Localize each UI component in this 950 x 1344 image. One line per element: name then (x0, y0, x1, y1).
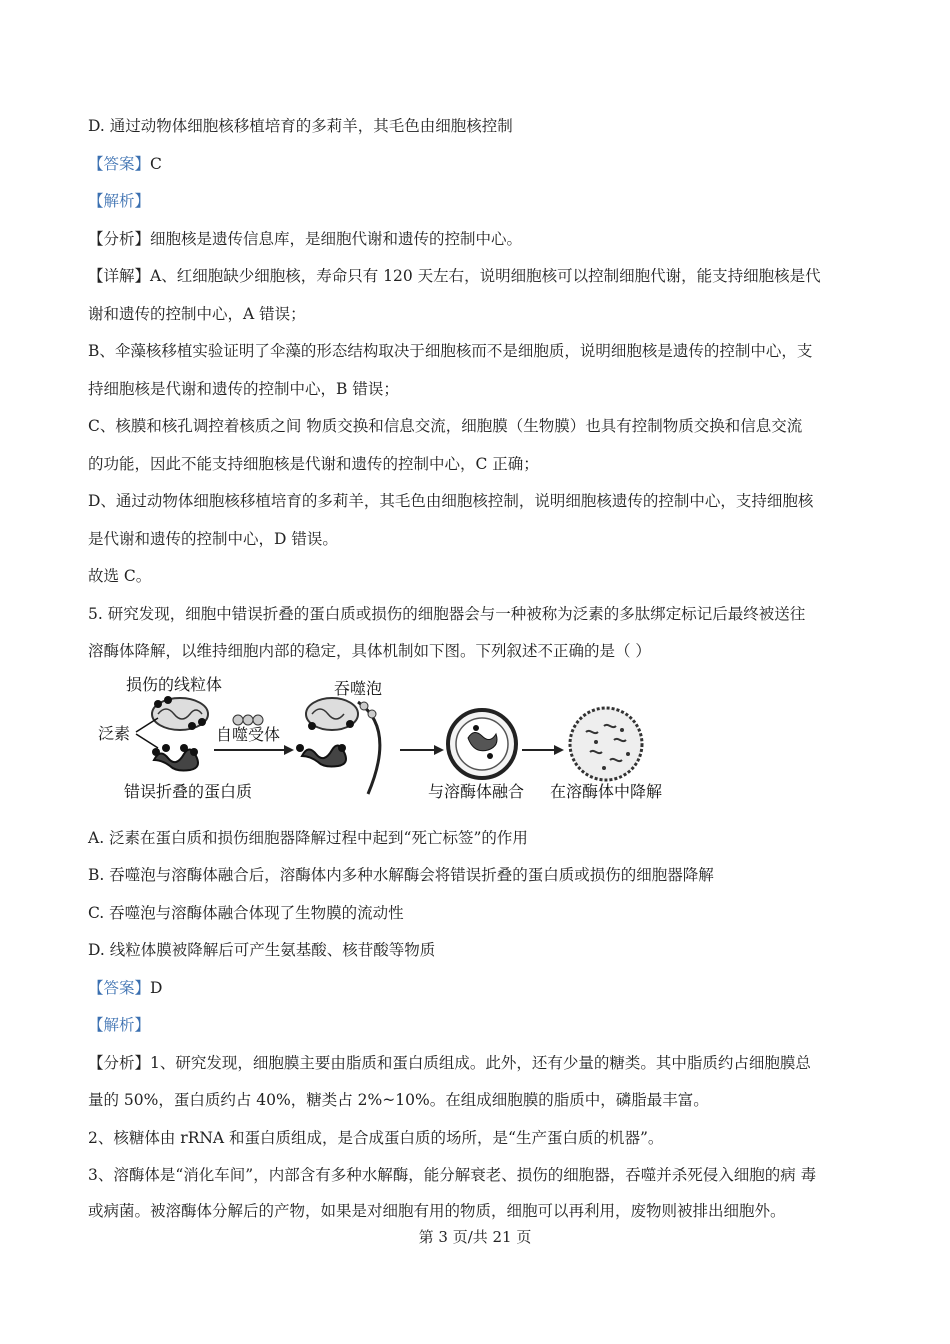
q4-detail-c-2: 的功能，因此不能支持细胞核是代谢和遗传的控制中心，C 正确； (88, 455, 539, 473)
q5-fenxi-1 (88, 1053, 811, 1073)
page-footer: 第 3 页/共 21 页 (418, 1228, 532, 1246)
q5-option-a: A. 泛素在蛋白质和损伤细胞器降解过程中起到“死亡标签”的作用 (88, 829, 528, 847)
label-ubiquitin: 泛素 (98, 724, 131, 743)
q4-detail-d-2: 是代谢和遗传的控制中心，D 错误。 (88, 530, 338, 548)
fenxi-label: 【分析】 (88, 230, 151, 248)
fusion-vesicle (448, 710, 516, 778)
q5-point-3-1: 3、溶酶体是“消化车间”，内部含有多种水解酶，能分解衰老、损伤的细胞器，吞噬并杀死侵入细胞的病 毒 (88, 1166, 817, 1184)
q4-detail-c-1: C、核膜和核孔调控着核质之间 物质交换和信息交流，细胞膜（生物膜）也具有控制物质交换和信息交流 (88, 417, 803, 435)
q5-answer (88, 978, 162, 998)
q4-option-d: D. 通过动物体细胞核移植培育的多莉羊，其毛色由细胞核控制 (88, 117, 513, 135)
q5-stem-2: 溶酶体降解，以维持细胞内部的稳定，具体机制如下图。下列叙述不正确的是（ ） (88, 642, 651, 660)
fenxi-label: 【分析】 (88, 1054, 151, 1072)
q4-analysis-label: 【解析】 (88, 192, 151, 210)
q5-option-c: C. 吞噬泡与溶酶体融合体现了生物膜的流动性 (88, 904, 404, 922)
q5-point-3-2: 或病菌。被溶酶体分解后的产物，如果是对细胞有用的物质，细胞可以再利用，废物则被排出细胞外。 (88, 1202, 786, 1220)
answer-value: D (150, 979, 163, 997)
q5-option-d: D. 线粒体膜被降解后可产生氨基酸、核苷酸等物质 (88, 941, 436, 959)
q4-detail-b-2: 持细胞核是代谢和遗传的控制中心，B 错误； (88, 380, 399, 398)
q4-detail-d-1: D、通过动物体细胞核移植培育的多莉羊，其毛色由细胞核控制，说明细胞核遗传的控制中心，支持细胞核 (88, 492, 814, 510)
fenxi-text: 1、研究发现，细胞膜主要由脂质和蛋白质组成。此外，还有少量的糖类。其中脂质约占细胞膜总 (150, 1054, 811, 1072)
fenxi-text: 细胞核是遗传信息库，是细胞代谢和遗传的控制中心。 (150, 230, 523, 248)
autophagy-figure (96, 668, 678, 810)
answer-value: C (150, 155, 162, 173)
detail-a-text: A、红细胞缺少细胞核，寿命只有 120 天左右，说明细胞核可以控制细胞代谢，能支持细胞核是代 (150, 267, 821, 285)
answer-label: 【答案】 (88, 155, 151, 173)
lysosome-degrading (570, 708, 642, 780)
label-fusion: 与溶酶体融合 (428, 782, 525, 801)
answer-label: 【答案】 (88, 979, 151, 997)
q4-conclusion: 故选 C。 (88, 567, 152, 585)
q5-option-b: B. 吞噬泡与溶酶体融合后，溶酶体内多种水解酶会将错误折叠的蛋白质或损伤的细胞器降解 (88, 866, 714, 884)
q4-answer (88, 154, 162, 174)
label-receptor: 自噬受体 (216, 725, 281, 744)
q4-detail-b-1: B、伞藻核移植实验证明了伞藻的形态结构取决于细胞核而不是细胞质，说明细胞核是遗传的控制中心，支 (88, 342, 813, 360)
q5-analysis-label: 【解析】 (88, 1016, 151, 1034)
label-misfolded: 错误折叠的蛋白质 (124, 782, 253, 801)
label-degrade: 在溶酶体中降解 (550, 782, 663, 801)
label-damaged-mito: 损伤的线粒体 (126, 675, 223, 694)
q4-fenxi (88, 229, 522, 249)
q5-stem-1: 5. 研究发现，细胞中错误折叠的蛋白质或损伤的细胞器会与一种被称为泛素的多肽绑定标记后最终被送往 (88, 605, 806, 623)
q5-point-2: 2、核糖体由 rRNA 和蛋白质组成，是合成蛋白质的场所，是“生产蛋白质的机器”。 (88, 1129, 664, 1147)
q5-fenxi-2: 量的 50%，蛋白质约占 40%，糖类占 2%~10%。在组成细胞膜的脂质中，磷脂最丰富。 (88, 1091, 709, 1109)
detail-label: 【详解】 (88, 267, 151, 285)
label-phagophore: 吞噬泡 (334, 679, 383, 698)
q4-detail-a-2: 谢和遗传的控制中心，A 错误； (88, 305, 306, 323)
q4-detail-a-1 (88, 266, 821, 286)
